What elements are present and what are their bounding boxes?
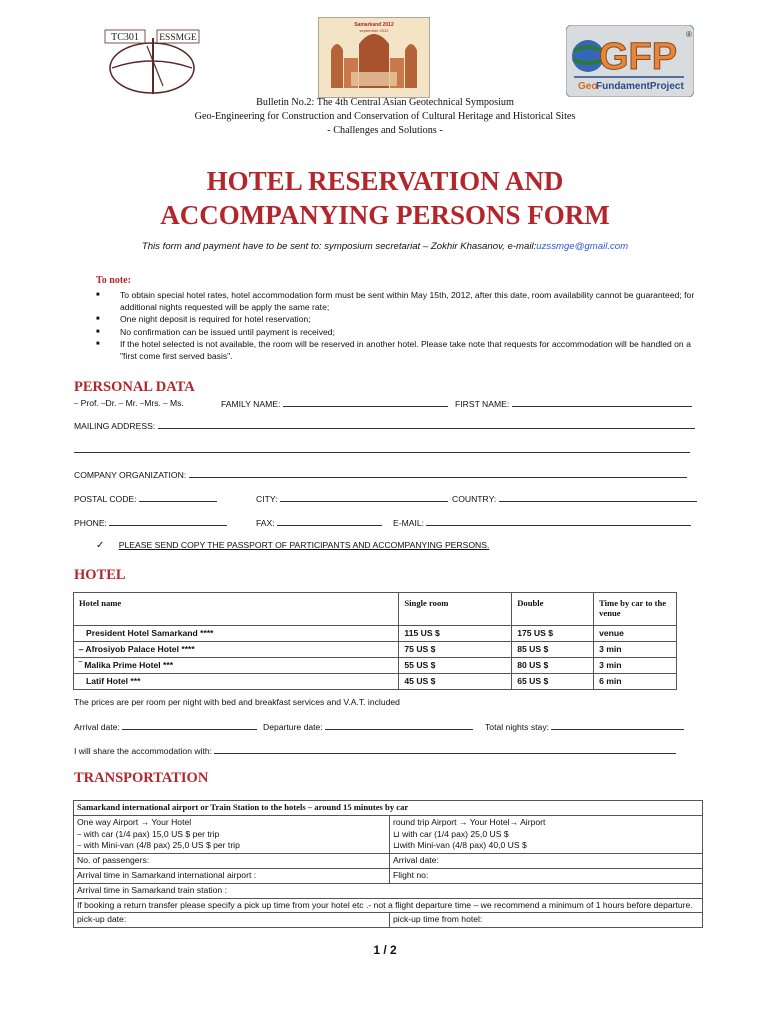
single-room-cell[interactable]: 45 US $ [399, 674, 512, 690]
passengers-field[interactable]: No. of passengers: [74, 854, 390, 869]
fax-field[interactable] [256, 517, 382, 528]
symposium-logo [318, 17, 430, 98]
airport-arrival-time-field[interactable]: Arrival time in Samarkand international airport : [74, 868, 390, 883]
checkbox[interactable]: ‾ [79, 660, 85, 670]
table-row[interactable] [74, 642, 677, 658]
time-cell: 6 min [594, 674, 677, 690]
notes-heading: To note: [96, 275, 131, 286]
table-row[interactable] [74, 626, 677, 642]
hotel-name-text: Afrosiyob Palace Hotel **** [85, 644, 195, 654]
departure-date-input[interactable] [325, 721, 473, 730]
phone-label: PHONE: [74, 518, 107, 528]
table-row [74, 898, 703, 913]
round-trip-title: round trip Airport → Your Hotel→ Airport [393, 816, 546, 827]
col-hotel-name: Hotel name [74, 593, 399, 626]
hotel-name-cell: President Hotel Samarkand **** [74, 626, 399, 642]
personal-data-heading: PERSONAL DATA [74, 379, 195, 395]
single-room-cell[interactable]: 115 US $ [399, 626, 512, 642]
registered-mark: ® [686, 30, 692, 39]
hotel-name-cell [74, 642, 399, 658]
note-item: ■ To obtain special hotel rates, hotel accommodation form must be sent within May 15th, 2012, after this date, room availability cannot be guaranteed; for additional nights requested will be apply the same rate; [96, 289, 702, 313]
essmge-text: ESSMGE [159, 33, 197, 43]
round-trip-car-option[interactable]: ⊔ with car (1/4 pax) 25,0 US $ [393, 828, 509, 839]
gfp-geo-text: Geo [578, 81, 598, 92]
city-input[interactable] [280, 493, 448, 502]
single-room-cell[interactable]: 75 US $ [399, 642, 512, 658]
gfp-logo [566, 25, 694, 97]
total-nights-field[interactable] [485, 721, 684, 732]
transportation-heading: TRANSPORTATION [74, 770, 209, 786]
table-row[interactable] [74, 854, 703, 869]
note-item: ■ No confirmation can be issued until payment is received; [96, 326, 702, 338]
company-input[interactable] [189, 469, 687, 478]
departure-date-label: Departure date: [263, 722, 323, 732]
hotel-name-cell: Latif Hotel *** [74, 674, 399, 690]
postal-code-label: POSTAL CODE: [74, 494, 137, 504]
share-accommodation-field[interactable] [74, 745, 676, 756]
table-row[interactable] [74, 674, 677, 690]
round-trip-minivan-option[interactable]: ⊔with Mini-van (4/8 pax) 40,0 US $ [393, 840, 527, 851]
time-cell: 3 min [594, 658, 677, 674]
time-cell: venue [594, 626, 677, 642]
note-item: ■ If the hotel selected is not available, the room will be reserved in another hotel. Please take note that requests for accommodation will be handled on a "first come first served basis". [96, 338, 702, 362]
notes-list [96, 289, 702, 362]
hotel-table [73, 592, 677, 690]
arrival-date-input[interactable] [122, 721, 257, 730]
arrival-date-field[interactable] [74, 721, 257, 732]
mailing-address-label: MAILING ADDRESS: [74, 421, 156, 431]
first-name-field[interactable] [455, 398, 692, 409]
total-nights-label: Total nights stay: [485, 722, 550, 732]
hotel-heading: HOTEL [74, 567, 126, 583]
city-label: CITY: [256, 494, 278, 504]
bulletin-line-3: - Challenges and Solutions - [327, 125, 443, 136]
send-instructions [0, 241, 770, 252]
fax-input[interactable] [277, 517, 382, 526]
form-title-line-1: HOTEL RESERVATION AND [206, 166, 564, 196]
table-row [74, 815, 703, 853]
family-name-input[interactable] [283, 398, 448, 407]
mailing-address-input-2[interactable] [74, 444, 690, 453]
col-single-room: Single room [399, 593, 512, 626]
country-field[interactable] [452, 493, 697, 504]
double-cell[interactable]: 175 US $ [512, 626, 594, 642]
company-label: COMPANY ORGANIZATION: [74, 470, 187, 480]
form-title-line-2: ACCOMPANYING PERSONS FORM [160, 200, 610, 230]
total-nights-input[interactable] [551, 721, 684, 730]
col-time-by-car: Time by car to the venue [594, 593, 677, 626]
single-room-cell[interactable]: 55 US $ [399, 658, 512, 674]
bulletin-line-1: Bulletin No.2: The 4th Central Asian Geotechnical Symposium [256, 97, 514, 108]
tc301-logo [103, 24, 201, 98]
double-cell[interactable]: 65 US $ [512, 674, 594, 690]
gfp-text: GFP [598, 36, 678, 78]
checkbox[interactable]: ⎯ [79, 644, 86, 654]
one-way-minivan-option[interactable]: ⎯ with Mini-van (4/8 pax) 25,0 US $ per trip [77, 840, 240, 851]
check-icon: ✓ [96, 540, 105, 551]
send-instructions-text: This form and payment have to be sent to: symposium secretariat – Zokhir Khasanov, e-mail: [141, 241, 537, 252]
first-name-input[interactable] [512, 398, 692, 407]
mailing-address-line-2[interactable] [74, 444, 690, 455]
share-accommodation-label: I will share the accommodation with: [74, 746, 213, 756]
share-accommodation-input[interactable] [214, 745, 676, 754]
secretariat-email-link[interactable]: uzssmge@gmail.com [536, 241, 629, 252]
transport-arrival-date-field[interactable]: Arrival date: [390, 854, 703, 869]
title-options[interactable]: ⎯ Prof. ⎯Dr. ⎯ Mr. ⎯Mrs. ⎯ Ms. [74, 398, 184, 408]
bulletin-line-2: Geo-Engineering for Construction and Conservation of Cultural Heritage and Historical Sites [194, 111, 576, 122]
departure-date-field[interactable] [263, 721, 473, 732]
table-row[interactable] [74, 883, 703, 898]
table-row[interactable] [74, 913, 703, 928]
flight-number-field[interactable]: Flight no: [390, 868, 703, 883]
arrival-date-label: Arrival date: [74, 722, 120, 732]
family-name-label: FAMILY NAME: [221, 399, 281, 409]
time-cell: 3 min [594, 642, 677, 658]
double-cell[interactable]: 80 US $ [512, 658, 594, 674]
return-transfer-note: If booking a return transfer please specify a pick up time from your hotel etc .- not a flight departure time – we recommend a minimum of 1 hours before departure. [74, 898, 703, 913]
postal-code-input[interactable] [139, 493, 217, 502]
note-item: ■ One night deposit is required for hotel reservation; [96, 313, 702, 325]
pickup-date-field[interactable]: pick-up date: [74, 913, 390, 928]
hotel-name-text: Malika Prime Hotel *** [84, 660, 174, 670]
postal-code-field[interactable] [74, 493, 217, 504]
company-field[interactable] [74, 469, 687, 480]
transportation-table [73, 800, 703, 928]
passport-note-text: PLEASE SEND COPY THE PASSPORT OF PARTICIPANTS AND ACCOMPANYING PERSONS. [118, 540, 490, 550]
table-row[interactable] [74, 868, 703, 883]
city-field[interactable] [256, 493, 448, 504]
double-cell[interactable]: 85 US $ [512, 642, 594, 658]
email-input[interactable] [426, 517, 691, 526]
mailing-address-field[interactable] [74, 420, 695, 431]
page-number: 1 / 2 [373, 943, 397, 957]
passport-note [96, 540, 489, 551]
country-label: COUNTRY: [452, 494, 497, 504]
pickup-time-field[interactable]: pick-up time from hotel: [390, 913, 703, 928]
train-arrival-time-field[interactable]: Arrival time in Samarkand train station : [74, 883, 703, 898]
first-name-label: FIRST NAME: [455, 399, 510, 409]
fax-label: FAX: [256, 518, 275, 528]
family-name-field[interactable] [221, 398, 448, 409]
table-row[interactable] [74, 658, 677, 674]
mailing-address-input[interactable] [158, 420, 695, 429]
symposium-logo-title: Samarkand 2012 [354, 22, 394, 28]
country-input[interactable] [499, 493, 697, 502]
tc301-text: TC301 [111, 32, 139, 43]
one-way-title: One way Airport → Your Hotel [77, 816, 192, 827]
round-trip-cell [390, 815, 703, 853]
col-double: Double [512, 593, 594, 626]
one-way-cell [74, 815, 390, 853]
transport-table-header: Samarkand international airport or Train Station to the hotels – around 15 minutes by car [74, 801, 703, 816]
prices-note: The prices are per room per night with bed and breakfast services and V.A.T. included [74, 697, 400, 707]
phone-input[interactable] [109, 517, 227, 526]
hotel-name-cell [74, 658, 399, 674]
phone-field[interactable] [74, 517, 227, 528]
symposium-logo-date: september 2012 [359, 28, 389, 33]
email-field[interactable] [393, 517, 691, 528]
hotel-table-header [74, 593, 677, 626]
one-way-car-option[interactable]: ⎯ with car (1/4 pax) 15,0 US $ per trip [77, 828, 220, 839]
gfp-caption: FundamentProject [596, 81, 684, 92]
email-label: E-MAIL: [393, 518, 425, 528]
